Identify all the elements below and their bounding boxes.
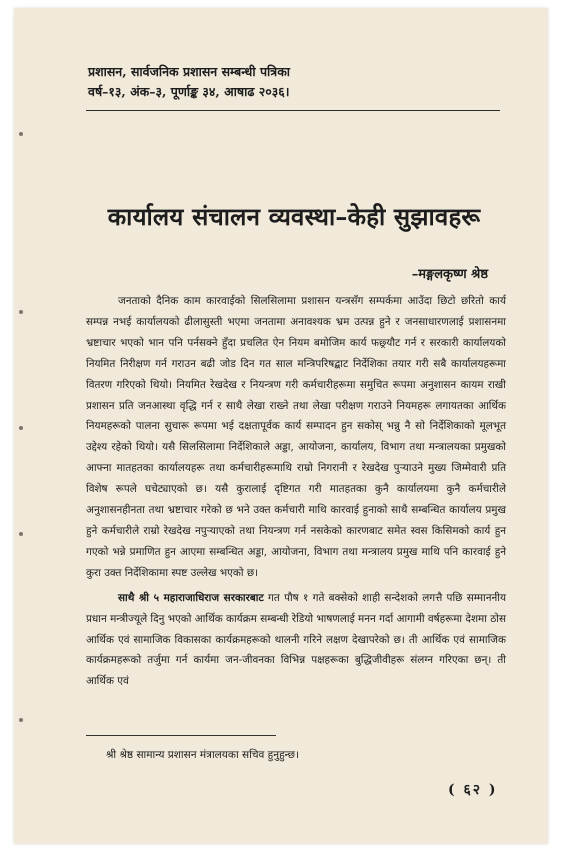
footnote-rule <box>86 735 276 736</box>
journal-header <box>88 62 290 102</box>
page-number: ( ६२ ) <box>448 782 498 798</box>
article-body <box>86 291 506 692</box>
issue-info: वर्ष–१३, अंक–३, पूर्णाङ्क ३४, आषाढ २०३६। <box>88 84 290 99</box>
footnote: श्री श्रेष्ठ सामान्य प्रशासन मंत्रालयका सचिव हुनुहुन्छ। <box>106 749 299 761</box>
article-title: कार्यालय संचालन व्यवस्था–केही सुझावहरू <box>107 202 481 231</box>
paragraph-2 <box>86 588 506 693</box>
paragraph-2-text: गत पौष १ गते बक्सेको शाही सन्देशको लगत्तै पछि सम्माननीय प्रधान मन्त्रीज्यूले दिनु भएको आर्थिक कार्यक्रम सम्बन्धी रेडियो भाषणलाई मनन गर्दा आगामी वर्षहरूमा देशमा ठोस आर्थिक एवं सामाजिक विकासका कार्यक्रमहरूको थालनी गरिने लक्षण देखापरेको छ। ती आर्थिक एवं सामाजिक कार्यक्रमहरूको तर्जुमा गर्न कार्यमा जन-जीवनका विभिन्न पक्षहरूका बुद्धिजीवीहरू संलग्न गरिएका छन्। ती आर्थिक एवं <box>86 591 506 688</box>
paragraph-1: जनताको दैनिक काम कारवाईको सिलसिलामा प्रशासन यन्त्रसँग सम्पर्कमा आउँदा छिटो छरितो कार्य सम्पन्न नभई कार्यालयको ढीलासुस्ती भएमा जनतामा अनावश्यक भ्रम उत्पन्न हुने र जनसाधारणलाई प्रशासनमा भ्रष्टाचार भएको भान पनि पर्नसक्ने हुँदा प्रचलित ऐन नियम बमोजिम कार्य फछ्र्यौट गर्न र सरकारी कार्यालयको नियमित निरीक्षण गर्न गराउन बढी जोड दिन गत साल मन्त्रिपरिषद्बाट निर्देशिका तयार गरी सबै कार्यालयहरूमा वितरण गरिएको थियो। नियमित रेखदेख र नियन्त्रण गरी कर्मचारीहरूमा समुचित रूपमा अनुशासन कायम राखी प्रशासन प्रति जनआस्था वृद्धि गर्न र साथै लेखा राख्ने तथा लेखा परीक्षण गराउने नियमहरू लगायतका आर्थिक नियमहरूको पालना सुचारू रूपमा भई दक्षतापूर्वक कार्य सम्पादन हुन सकोस् भन्नु नै सो निर्देशिकाको मूलभूत उद्देश्य रहेको थियो। यसै सिलसिलामा निर्देशिकाले अड्डा, आयोजना, कार्यालय, विभाग तथा मन्त्रालयका प्रमुखको आफ्ना मातहतका कार्यालयहरू तथा कर्मचारीहरूमाथि राम्रो निगरानी र रेखदेख पुऱ्याउने मुख्य जिम्मेवारी प्रति विशेष रूपले घचेट्याएको छ। यसै कुरालाई दृष्टिगत गरी मातहतका कुनै कार्यालयमा कुनै कर्मचारीले अनुशासनहीनता तथा भ्रष्टाचार गरेको छ भने उक्त कर्मचारी माथि कारवाई हुनाको साथै सम्बन्धित कार्यालय प्रमुख हुने कर्मचारीले राम्रो रेखदेख नपुऱ्याएको तथा नियन्त्रण गर्न नसकेको कारणबाट समेत स्वस किसिमको कार्य हुन गएको भन्ने प्रमाणित हुन आएमा सम्बन्धित अड्डा, आयोजना, विभाग तथा मन्त्रालय प्रमुख माथि पनि कारवाई हुने कुरा उक्त निर्देशिकामा स्पष्ट उल्लेख भएको छ। <box>86 295 506 579</box>
header-rule <box>86 110 500 111</box>
journal-name: प्रशासन, सार्वजनिक प्रशासन सम्बन्धी पत्रिका <box>88 64 291 79</box>
journal-page <box>14 8 548 844</box>
article-author: –मङ्गलकृष्ण श्रेष्ठ <box>411 267 488 282</box>
paragraph-2-lead: साथै श्री ५ महाराजाधिराज सरकारबाट <box>118 591 264 604</box>
